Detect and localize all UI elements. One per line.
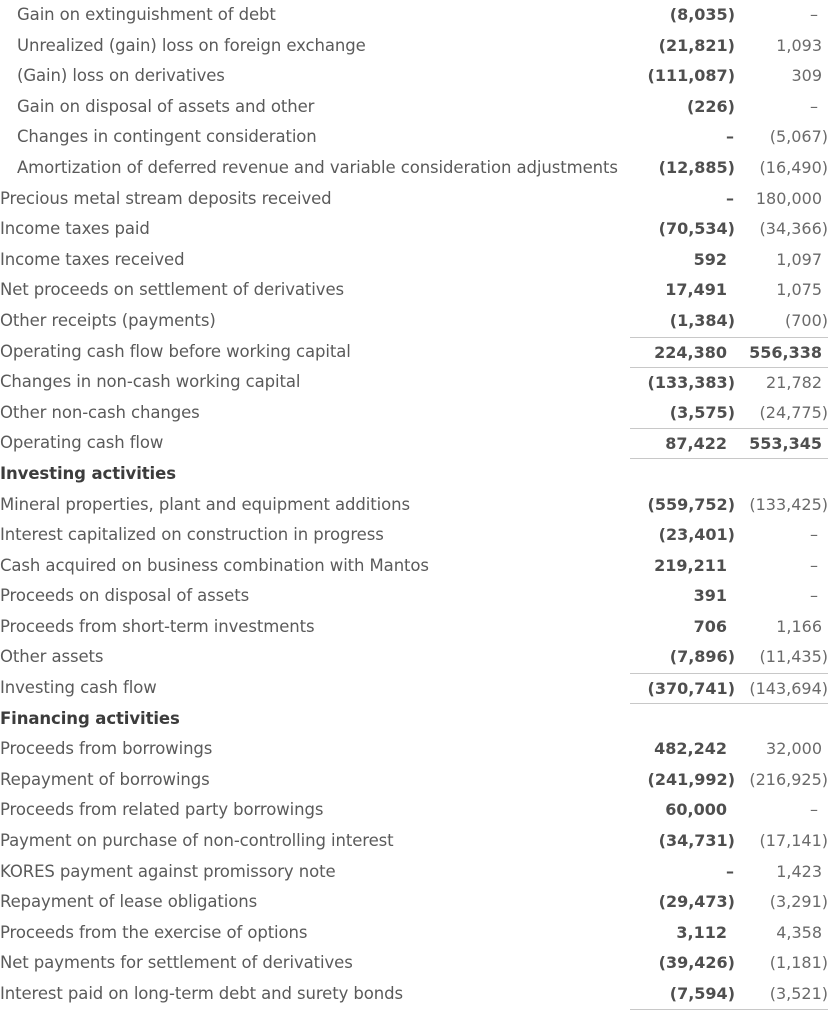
value-current-year: (29,473) [658, 892, 735, 912]
table-row [0, 459, 828, 490]
table-row [0, 642, 828, 673]
value-current-year: (7,896) [669, 647, 735, 667]
row-label: Other assets [0, 647, 104, 667]
value-current-year: 60,000 [665, 800, 727, 820]
value-prior-year: (3,521) [744, 979, 828, 1010]
value-prior-year: 32,000 [766, 739, 822, 759]
value-current-year: – [726, 861, 734, 881]
row-label: Financing activities [0, 708, 180, 728]
value-prior-year: 1,166 [776, 616, 822, 636]
table-row [0, 948, 828, 979]
value-current-year: 391 [693, 586, 727, 606]
row-label: Net payments for settlement of derivatives [0, 953, 353, 973]
value-prior-year: 4,358 [776, 922, 822, 942]
row-label: KORES payment against promissory note [0, 861, 336, 881]
table-row [0, 979, 828, 1010]
value-prior-year: (17,141) [759, 831, 828, 851]
value-current-year: (7,594) [630, 979, 744, 1010]
value-prior-year: (700) [784, 310, 828, 330]
value-prior-year: 180,000 [755, 188, 822, 208]
table-row [0, 612, 828, 643]
table-row [0, 673, 828, 704]
value-current-year: 3,112 [676, 922, 727, 942]
value-current-year: (111,087) [647, 66, 735, 86]
table-row [0, 306, 828, 337]
row-label: Investing activities [0, 463, 176, 483]
value-current-year: 219,211 [654, 555, 727, 575]
value-current-year: (226) [686, 96, 735, 116]
row-label: Proceeds from related party borrowings [0, 800, 324, 820]
table-row [0, 795, 828, 826]
value-current-year: (23,401) [658, 525, 735, 545]
value-prior-year: – [810, 525, 818, 545]
value-prior-year: (216,925) [749, 769, 828, 789]
value-prior-year: 1,093 [776, 35, 822, 55]
value-current-year: (133,383) [630, 367, 744, 398]
value-current-year: 224,380 [630, 337, 744, 368]
row-label: Repayment of borrowings [0, 769, 210, 789]
row-label: Repayment of lease obligations [0, 892, 258, 912]
row-label: Operating cash flow [0, 433, 164, 453]
value-prior-year: 309 [791, 66, 822, 86]
table-row [0, 826, 828, 857]
row-label: Income taxes received [0, 249, 185, 269]
value-current-year: – [726, 127, 734, 147]
value-prior-year: (24,775) [759, 402, 828, 422]
row-label: Gain on extinguishment of debt [17, 5, 276, 24]
value-current-year: (3,575) [669, 402, 735, 422]
row-label: (Gain) loss on derivatives [17, 66, 225, 86]
table-row [0, 184, 828, 215]
value-prior-year: (5,067) [769, 127, 828, 147]
table-row [0, 734, 828, 765]
row-label: Cash acquired on business combination with Mantos [0, 555, 429, 575]
value-current-year: (559,752) [647, 494, 735, 514]
value-current-year: (39,426) [658, 953, 735, 973]
value-prior-year: (143,694) [744, 673, 828, 704]
value-current-year: (70,534) [658, 219, 735, 239]
value-prior-year: 21,782 [744, 367, 828, 398]
row-label: Proceeds from borrowings [0, 739, 213, 759]
table-row [0, 490, 828, 521]
row-label: Investing cash flow [0, 678, 157, 698]
table-row [0, 887, 828, 918]
value-current-year: 706 [693, 616, 727, 636]
row-label: Other receipts (payments) [0, 310, 216, 330]
row-label: Net proceeds on settlement of derivatives [0, 280, 344, 300]
value-prior-year: – [810, 586, 818, 606]
table-row [0, 337, 828, 368]
table-row [0, 551, 828, 582]
table-row [0, 520, 828, 551]
row-label: Proceeds from the exercise of options [0, 922, 308, 942]
table-row [0, 245, 828, 276]
value-current-year: 592 [693, 249, 727, 269]
value-prior-year: – [810, 96, 818, 116]
table-row [0, 367, 828, 398]
value-prior-year: 1,423 [776, 861, 822, 881]
table-row [0, 398, 828, 429]
row-label: Mineral properties, plant and equipment additions [0, 494, 410, 514]
table-row [0, 214, 828, 245]
row-label: Unrealized (gain) loss on foreign exchange [17, 35, 366, 55]
value-current-year: – [726, 188, 734, 208]
row-label: Proceeds on disposal of assets [0, 586, 250, 606]
value-prior-year: (34,366) [759, 219, 828, 239]
table-row [0, 275, 828, 306]
value-prior-year: 556,338 [744, 337, 828, 368]
row-label: Other non-cash changes [0, 402, 200, 422]
row-label: Income taxes paid [0, 219, 150, 239]
value-current-year: (34,731) [658, 831, 735, 851]
row-label: Payment on purchase of non-controlling interest [0, 831, 394, 851]
table-row [0, 153, 828, 184]
value-prior-year: – [810, 800, 818, 820]
table-row [0, 0, 828, 31]
value-current-year: 87,422 [630, 428, 744, 459]
row-label: Precious metal stream deposits received [0, 188, 332, 208]
value-current-year: (370,741) [630, 673, 744, 704]
table-row [0, 857, 828, 888]
value-prior-year: (3,291) [769, 892, 828, 912]
value-current-year: 482,242 [654, 739, 727, 759]
value-prior-year: (11,435) [759, 647, 828, 667]
table-row [0, 428, 828, 459]
row-label: Changes in non-cash working capital [0, 372, 301, 392]
value-prior-year: 1,075 [776, 280, 822, 300]
table-row [0, 581, 828, 612]
row-label: Amortization of deferred revenue and variable consideration adjustments [17, 157, 618, 177]
table-row [0, 122, 828, 153]
value-current-year: (21,821) [658, 35, 735, 55]
table-row [0, 31, 828, 62]
row-label: Interest paid on long-term debt and surety bonds [0, 984, 404, 1003]
value-current-year: (1,384) [669, 310, 735, 330]
value-current-year: 17,491 [665, 280, 727, 300]
row-label: Gain on disposal of assets and other [17, 96, 315, 116]
value-prior-year: 1,097 [776, 249, 822, 269]
row-label: Interest capitalized on construction in progress [0, 525, 384, 545]
table-row [0, 918, 828, 949]
value-prior-year: – [810, 5, 818, 24]
row-label: Changes in contingent consideration [17, 127, 317, 147]
table-row [0, 61, 828, 92]
table-row [0, 765, 828, 796]
value-prior-year: (16,490) [759, 157, 828, 177]
row-label: Proceeds from short-term investments [0, 616, 315, 636]
value-prior-year: (133,425) [749, 494, 828, 514]
value-current-year: (12,885) [658, 157, 735, 177]
value-prior-year: – [810, 555, 818, 575]
value-current-year: (241,992) [647, 769, 735, 789]
row-label: Operating cash flow before working capital [0, 341, 351, 361]
table-row [0, 92, 828, 123]
value-prior-year: (1,181) [769, 953, 828, 973]
value-prior-year: 553,345 [744, 428, 828, 459]
table-row [0, 704, 828, 735]
value-current-year: (8,035) [669, 5, 735, 24]
